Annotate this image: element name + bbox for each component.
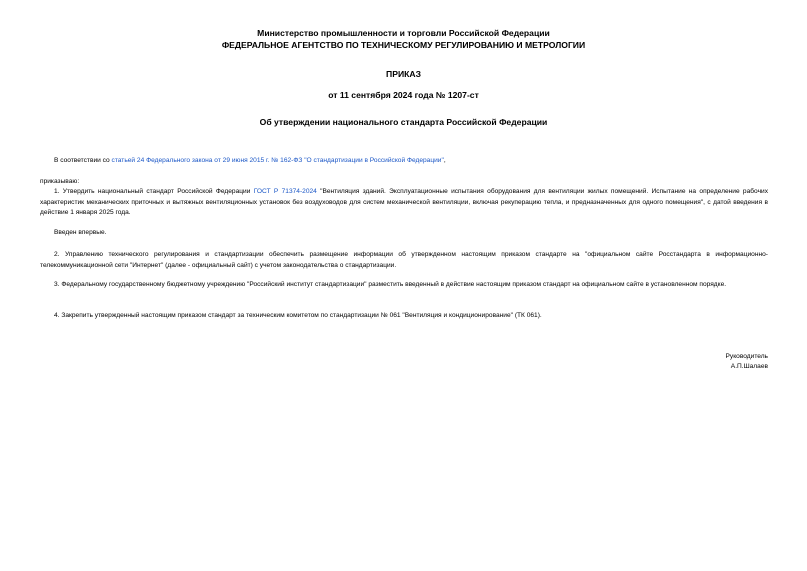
document-title: Об утверждении национального стандарта Российской Федерации: [259, 117, 548, 127]
federal-law-link[interactable]: статьей 24 Федерального закона от 29 июня 2015 г. № 162-ФЗ "О стандартизации в Российской Федерации": [111, 157, 444, 164]
gost-standard-link[interactable]: ГОСТ Р 71374-2024: [253, 188, 317, 195]
signature-role: Руководитель: [725, 353, 768, 360]
item-2-paragraph: 2. Управлению технического регулирования и стандартизации обеспечить размещение информации об утвержденном настоящим приказом стандарте на "официальном сайте Росстандарта в информационно-телекоммуникационной сети "Интернет" (далее - официальный сайт) с учетом законодательства о стандартизации.: [40, 251, 768, 269]
item-4-paragraph: 4. Закрепить утвержденный настоящим приказом стандарт за техническим комитетом по стандартизации № 061 "Вентиляция и кондиционирование" (ТК 061).: [54, 312, 542, 319]
agency-name: ФЕДЕРАЛЬНОЕ АГЕНТСТВО ПО ТЕХНИЧЕСКОМУ РЕГУЛИРОВАНИЮ И МЕТРОЛОГИИ: [221, 40, 586, 50]
item-3-paragraph: 3. Федеральному государственному бюджетному учреждению "Российский институт стандартизации" разместить введенный в действие настоящим приказом стандарт на официальном сайте в установленном порядке.: [54, 281, 727, 288]
item-1-suffix: "Вентиляция зданий. Эксплуатационные испытания оборудования для вентиляции жилых помещений. Испытание на определение рабочих характеристик механических приточных и вытяжных вентиляционных установок без воздуховодов для систем механической вентиляции, включая рекуперацию тепла, и предназначенных для одного помещения", с датой введения в действие 1 января 2025 года.: [40, 188, 768, 217]
item-1-prefix: 1. Утвердить национальный стандарт Российской Федерации: [54, 188, 254, 195]
preamble-suffix: ,: [443, 157, 446, 164]
preamble-prefix: В соответствии со: [54, 157, 112, 164]
order-word: приказываю:: [40, 178, 80, 185]
signature-name: А.П.Шалаев: [730, 363, 768, 370]
introduced-note: Введен впервые.: [54, 229, 107, 236]
document-type: ПРИКАЗ: [386, 69, 421, 79]
preamble-paragraph: [40, 156, 768, 167]
ministry-name: Министерство промышленности и торговли Российской Федерации: [257, 28, 550, 38]
document-date-number: от 11 сентября 2024 года № 1207-ст: [328, 90, 479, 100]
item-1-paragraph: [40, 187, 768, 219]
